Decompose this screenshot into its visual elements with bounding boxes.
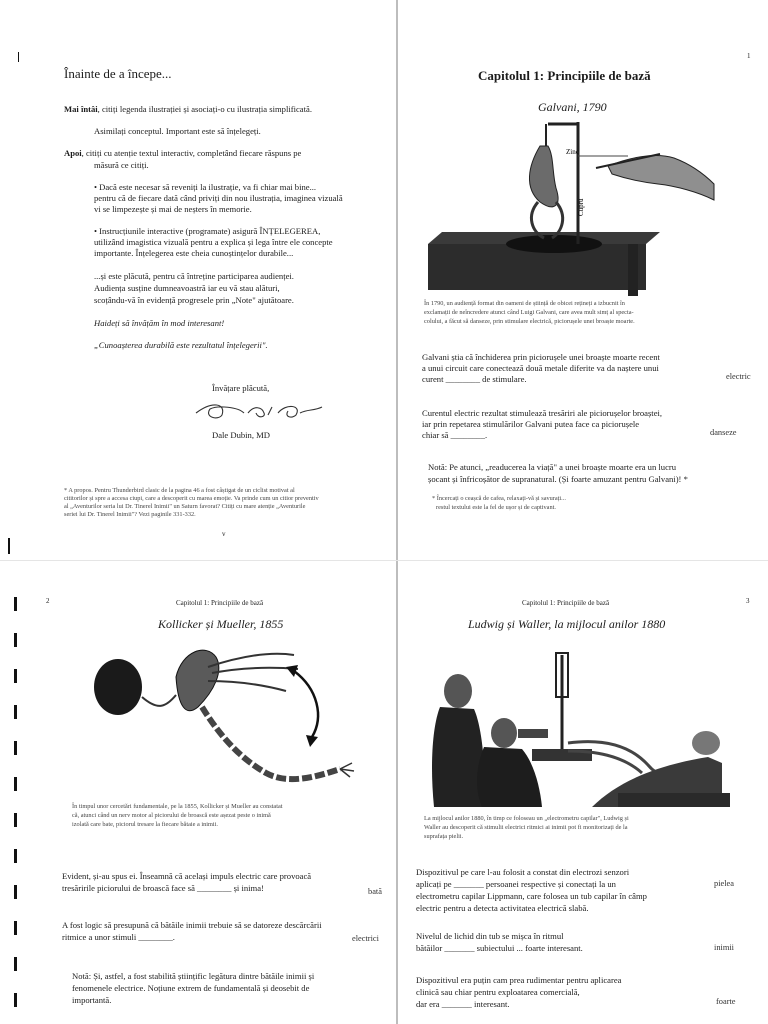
answer-blank[interactable]: ________ <box>445 374 480 384</box>
kollicker-caption-line-1: În timpul unor cercetări fundamentale, pe la 1855, Kollicker și Mueller au constatat <box>72 803 283 810</box>
question-3-suffix: interesant. <box>471 999 510 1009</box>
question-1-line-2 <box>416 879 616 890</box>
section-subtitle: Kollicker și Mueller, 1855 <box>158 617 284 631</box>
signature-graphic <box>192 395 327 423</box>
question-2-suffix: subiectului ... foarte interesant. <box>474 943 583 953</box>
page-3-ludwig-waller <box>398 575 768 1024</box>
note-line-2: șocant și înfricoșător de supranatural. (Și foarte amuzant pentru Galvani)! * <box>428 474 688 484</box>
page-row-divider <box>0 560 768 561</box>
footnote-line-2: cititorilor și spre a accesa ciupi, care a descoperit cu marea emoție. Va prinde cum un citior preventiv <box>64 495 319 502</box>
answer-key-bata: bată <box>368 887 382 896</box>
question-3-line-2: clinică sau chiar pentru exploatarea comercială, <box>416 987 580 997</box>
galvani-caption-line-1: În 1790, un audiență format din oameni de știință de obicei rețineți a izbucnit în <box>424 300 625 307</box>
bullet-3-line-2: Audiența susține dumneavoastră iar eu vă stau alături, <box>94 283 280 293</box>
emphasis-then: Apoi <box>64 148 82 158</box>
italic-motto-1: Haideți să învățăm în mod interesant! <box>94 318 225 328</box>
note-footnote-line-1: * Încercați o ceașcă de cafea, relaxați-vă și savurați... <box>432 495 566 502</box>
answer-key-foarte: foarte <box>716 997 736 1006</box>
running-header: Capitolul 1: Principiile de bază <box>176 599 264 607</box>
question-1-line-2 <box>62 883 264 894</box>
binding-hole <box>14 633 17 647</box>
note-footnote-line-2: restul textului este la fel de ușor și de captivant. <box>436 504 556 511</box>
scan-mark <box>8 538 10 554</box>
answer-key-electric: electric <box>726 372 751 381</box>
page-title: Înainte de a începe... <box>64 66 172 81</box>
page-spread-divider <box>396 0 398 1024</box>
page-2-kollicker-mueller <box>0 575 395 1024</box>
question-2-line-2 <box>416 943 583 954</box>
question-2-line-2: iar prin repetarea stimulărilor Galvani putea face ca piciorușele <box>422 419 640 429</box>
note-line-3: importantă. <box>72 995 112 1005</box>
question-2-prefix: ritmice a unor stimuli <box>62 932 139 942</box>
binding-hole <box>14 777 17 791</box>
question-2-prefix: bătăilor <box>416 943 445 953</box>
page-number: 3 <box>746 597 750 605</box>
capillary-electrometer-illustration <box>422 647 730 807</box>
binding-hole <box>14 597 17 611</box>
zinc-label: Zinc <box>566 148 579 156</box>
question-1-prefix: curent <box>422 374 446 384</box>
question-1-line-2: a unui circuit care conectează două metale diferite va da naștere unui <box>422 363 659 373</box>
question-2-prefix: chiar să <box>422 430 451 440</box>
binding-hole <box>14 741 17 755</box>
emphasis-first: Mai întâi <box>64 104 98 114</box>
question-1-prefix: aplicați pe <box>416 879 454 889</box>
note-line-1: Notă: Și, astfel, a fost stabilită științific legătura dintre bătăile inimii și <box>72 971 315 981</box>
question-1-prefix: tresăririle piciorului de broască face să <box>62 883 198 893</box>
galvani-caption-line-2: exclamații de neîncredere atunci când Luigi Galvani, care avea mult simț al specta- <box>424 309 634 316</box>
running-header: Capitolul 1: Principiile de bază <box>522 599 610 607</box>
question-2-suffix: . <box>172 932 175 942</box>
ludwig-caption-line-1: La mijlocul anilor 1880, în timp ce foloseau un „electrometru capilar", Ludwig și <box>424 815 629 822</box>
page-number: 2 <box>46 597 50 605</box>
answer-key-danseze: danseze <box>710 428 737 437</box>
bullet-2-line-1: • Instrucțiunile interactive (programate) asigură ÎNȚELEGEREA, <box>94 226 321 236</box>
question-1-line-3 <box>422 374 527 385</box>
bullet-3-line-1: ...și este plăcută, pentru că întreține participarea audienței. <box>94 271 294 281</box>
footnote-line-3: al „Aventurilor seria lui Dr. Tinerel Inimii" un Saturn favorat? Citiți cu mare atenție „Aventurile <box>64 503 306 510</box>
italic-motto-2: „Cunoașterea durabilă este rezultatul înțelegerii". <box>94 340 268 350</box>
binding-hole <box>14 993 17 1007</box>
author-name: Dale Dubin, MD <box>212 430 270 440</box>
kollicker-caption-line-3: izolată care bate, piciorul tresare la fiecare bătaie a inimii. <box>72 821 218 828</box>
ludwig-caption-line-3: suprafața pielii. <box>424 833 464 840</box>
intro-paragraph-2: Asimilați conceptul. Important este să înțelegeți. <box>94 126 261 136</box>
question-2-line-2 <box>62 932 175 943</box>
question-2-line-1: A fost logic să presupună că bătăile inimii trebuie să se datoreze descărcării <box>62 920 322 930</box>
answer-blank[interactable]: ________ <box>450 430 486 440</box>
answer-blank[interactable]: ________ <box>138 932 173 942</box>
kollicker-caption-line-2: că, atunci când un nerv motor al piciorului de broască este așezat peste o inimă <box>72 812 271 819</box>
answer-key-inimii: inimii <box>714 943 735 952</box>
binding-hole <box>14 705 17 719</box>
answer-key-pielea: pielea <box>714 879 734 888</box>
footnote-line-1: * A propos. Pentru Thunderbird clasic de la pagina 46 a fost câștigat de un ciclist motivat al <box>64 487 295 494</box>
question-1-suffix: de stimulare. <box>480 374 527 384</box>
question-3-line-1: Dispozitivul era puțin cam prea rudimentar pentru aplicarea <box>416 975 622 985</box>
answer-blank[interactable]: _______ <box>444 943 475 953</box>
intro-paragraph-1 <box>64 104 384 115</box>
question-3-prefix: dar era <box>416 999 442 1009</box>
section-subtitle: Ludwig și Waller, la mijlocul anilor 1880 <box>468 617 666 631</box>
closing-line: Învățare plăcută, <box>212 383 270 393</box>
answer-blank[interactable]: _______ <box>453 879 484 889</box>
bullet-3-line-3: scoțându-vă în evidență progresele prin „Note" ajutătoare. <box>94 295 294 305</box>
binding-hole <box>14 885 17 899</box>
page-before-you-begin <box>0 0 395 555</box>
question-1-suffix: și inima! <box>231 883 264 893</box>
intro-paragraph-3-cont: măsură ce citiți. <box>94 160 149 170</box>
question-1-line-1: Dispozitivul pe care l-au folosit a constat din electrozi senzori <box>416 867 630 877</box>
question-3-line-3 <box>416 999 510 1010</box>
question-2-suffix: . <box>485 430 488 440</box>
intro-paragraph-3 <box>64 148 384 159</box>
question-1-line-4: electric pentru a detecta activitatea electrică slabă. <box>416 903 589 913</box>
bullet-1-line-3: vi se limpezește și mai de neșters în memorie. <box>94 204 252 214</box>
answer-key-electrici: electrici <box>352 934 379 943</box>
question-1-line-3: electrometru capilar Lippmann, care folosea un tub capilar în câmp <box>416 891 647 901</box>
answer-blank[interactable]: _______ <box>441 999 472 1009</box>
copper-label: Cupru <box>577 198 585 216</box>
question-1-line-1: Evident, și-au spus ei. Înseamnă că același impuls electric care provoacă <box>62 871 312 881</box>
binding-hole <box>14 957 17 971</box>
bullet-1-line-1: • Dacă este necesar să reveniți la ilustrație, va fi chiar mai bine... <box>94 182 317 192</box>
chapter-title: Capitolul 1: Principiile de bază <box>478 68 651 83</box>
bullet-1-line-2: pentru că de fiecare dată când priviți din nou ilustrația, imaginea vizuală <box>94 193 343 203</box>
ludwig-caption-line-2: Waller au descoperit că stimulii electrici ritmici ai inimii pot fi monitorizați de la <box>424 824 628 831</box>
footnote-line-4: seriei lui Dr. Tinerel Inimii"? Vezi paginile 331-332. <box>64 511 196 518</box>
galvani-frog-illustration <box>428 116 718 296</box>
question-1-suffix: persoanei respective și conectați la un <box>483 879 616 889</box>
binding-hole <box>14 849 17 863</box>
page-chapter-1-galvani <box>398 0 768 555</box>
question-1-line-1: Galvani știa că închiderea prin piciorușele unei broaște moarte recent <box>422 352 660 362</box>
bullet-2-line-2: utilizând imagistica vizuală pentru a explica și lega între ele concepte <box>94 237 333 247</box>
bullet-2-line-3: importante. Înțelegerea este cheia cunoștințelor durabile... <box>94 248 294 258</box>
question-2-line-1: Curentul electric rezultat stimulează tresăriri ale piciorușelor broaștei, <box>422 408 663 418</box>
binding-hole <box>14 921 17 935</box>
binding-hole <box>14 669 17 683</box>
question-2-line-3 <box>422 430 487 441</box>
note-line-2: fenomenele electrice. Noțiune extrem de fundamentală și deosebit de <box>72 983 310 993</box>
scan-mark <box>18 52 19 62</box>
question-2-line-1: Nivelul de lichid din tub se mișca în ritmul <box>416 931 564 941</box>
note-line-1: Notă: Pe atunci, „readucerea la viață" a unei broaște moarte era un lucru <box>428 462 677 472</box>
section-subtitle: Galvani, 1790 <box>538 100 607 114</box>
page-roman-number: v <box>222 530 226 538</box>
frog-heart-nerve-illustration <box>88 637 368 797</box>
intro-text-3: , citiți cu atenție textul interactiv, completând fiecare răspuns pe <box>81 148 302 158</box>
binding-hole <box>14 813 17 827</box>
galvani-caption-line-3: colului, a făcut să danseze, prin stimulare electrică, piciorușele unei broaște moarte. <box>424 318 635 325</box>
corner-mark: 1 <box>747 52 751 60</box>
intro-text-1: , citiți legenda ilustrației și asociați-o cu ilustrația simplificată. <box>97 104 312 114</box>
answer-blank[interactable]: ________ <box>197 883 232 893</box>
